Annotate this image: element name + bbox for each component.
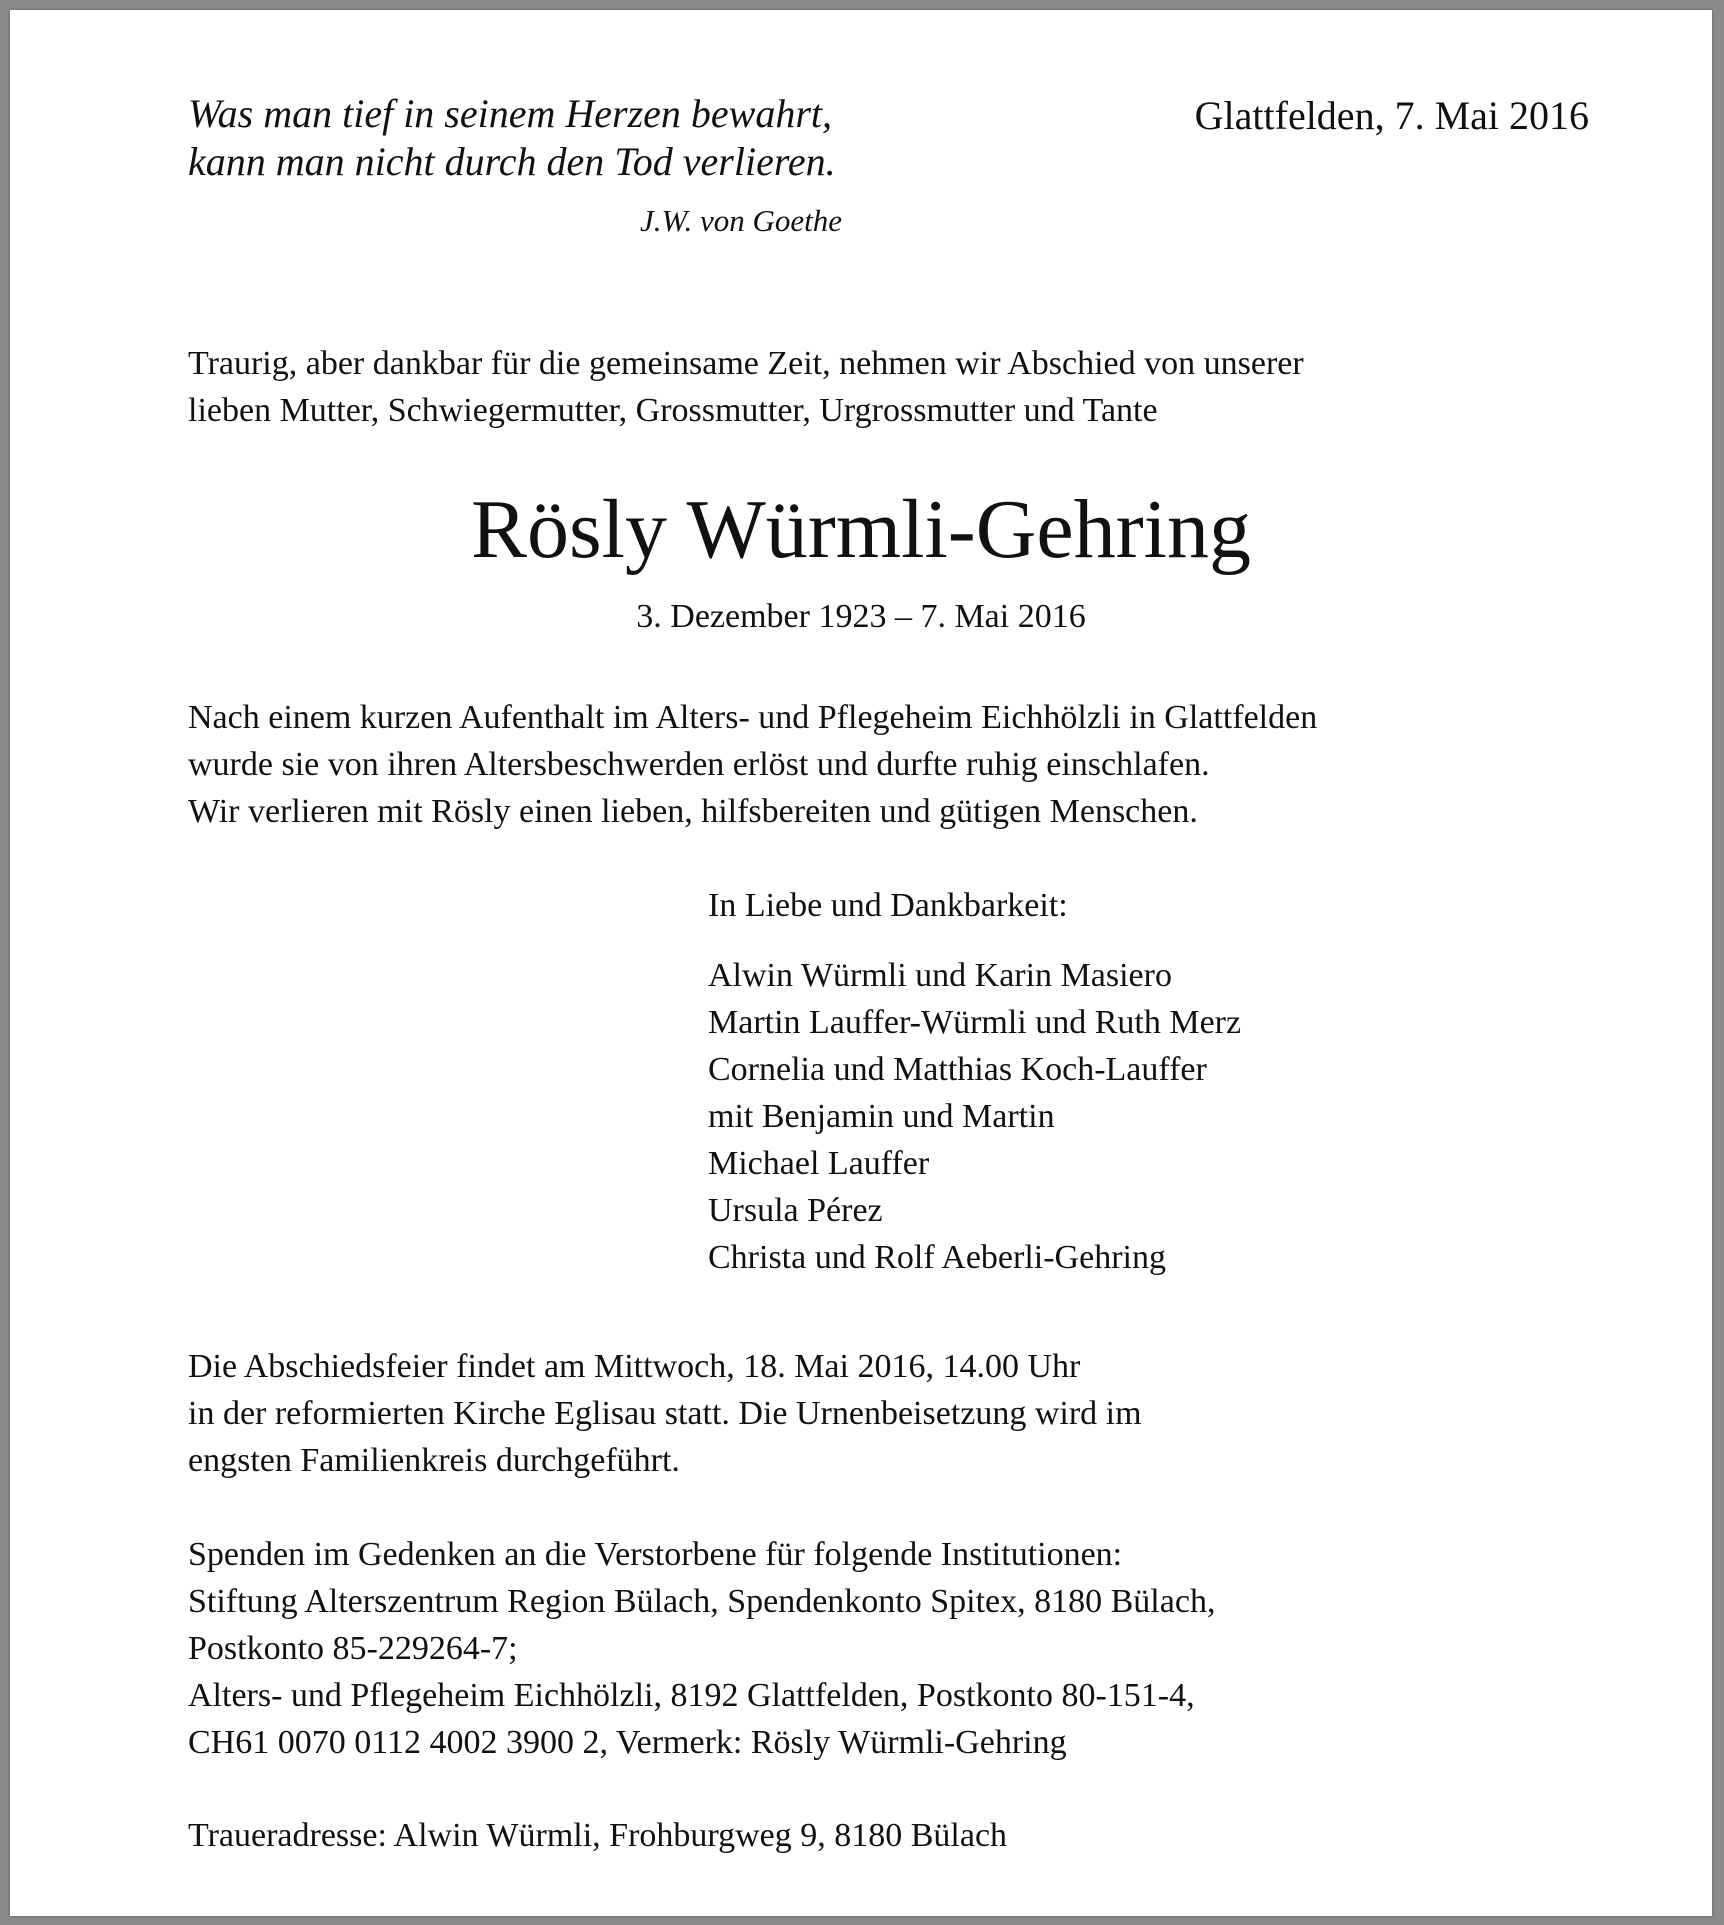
ceremony-line: Die Abschiedsfeier findet am Mittwoch, 18. Mai 2016, 14.00 Uhr [188, 1348, 1081, 1385]
family-member: mit Benjamin und Martin [708, 1098, 1055, 1135]
donations-line: Spenden im Gedenken an die Verstorbene für folgende Institutionen: [188, 1536, 1123, 1573]
deceased-name: Rösly Würmli-Gehring [470, 483, 1252, 576]
intro-line: Traurig, aber dankbar für die gemeinsame Zeit, nehmen wir Abschied von unserer [188, 345, 1304, 382]
passage-line: Nach einem kurzen Aufenthalt im Alters- und Pflegeheim Eichhölzli in Glattfelden [188, 699, 1318, 736]
ceremony-line: engsten Familienkreis durchgeführt. [188, 1442, 680, 1479]
ceremony-text [188, 1343, 1142, 1484]
family-member: Michael Lauffer [708, 1145, 930, 1182]
place-date: Glattfelden, 7. Mai 2016 [1194, 93, 1589, 138]
quote-line: kann man nicht durch den Tod verlieren. [188, 139, 836, 184]
intro-text [188, 340, 1304, 434]
donations-text [188, 1531, 1215, 1766]
family-member: Alwin Würmli und Karin Masiero [708, 957, 1172, 994]
donations-line: Postkonto 85-229264-7; [188, 1630, 518, 1667]
family-list [708, 952, 1241, 1281]
family-heading: In Liebe und Dankbarkeit: [708, 887, 1068, 924]
passage-text [188, 694, 1317, 835]
family-member: Ursula Pérez [708, 1192, 883, 1229]
donations-line: CH61 0070 0112 4002 3900 2, Vermerk: Rösly Würmli-Gehring [188, 1724, 1067, 1761]
ceremony-line: in der reformierten Kirche Eglisau statt. Die Urnenbeisetzung wird im [188, 1395, 1142, 1432]
lifespan-dates: 3. Dezember 1923 – 7. Mai 2016 [636, 598, 1086, 635]
obituary-sheet [10, 10, 1712, 1916]
passage-line: Wir verlieren mit Rösly einen lieben, hilfsbereiten und gütigen Menschen. [188, 793, 1198, 830]
passage-line: wurde sie von ihren Altersbeschwerden erlöst und durfte ruhig einschlafen. [188, 746, 1210, 783]
family-member: Cornelia und Matthias Koch-Lauffer [708, 1051, 1207, 1088]
family-member: Martin Lauffer-Würmli und Ruth Merz [708, 1004, 1242, 1041]
mourning-address: Traueradresse: Alwin Würmli, Frohburgweg 9, 8180 Bülach [188, 1817, 1008, 1854]
donations-line: Alters- und Pflegeheim Eichhölzli, 8192 Glattfelden, Postkonto 80-151-4, [188, 1677, 1195, 1714]
quote-line: Was man tief in seinem Herzen bewahrt, [188, 91, 833, 136]
donations-line: Stiftung Alterszentrum Region Bülach, Spendenkonto Spitex, 8180 Bülach, [188, 1583, 1216, 1620]
family-member: Christa und Rolf Aeberli-Gehring [708, 1239, 1166, 1276]
intro-line: lieben Mutter, Schwiegermutter, Grossmutter, Urgrossmutter und Tante [188, 392, 1158, 429]
quote-author: J.W. von Goethe [640, 203, 843, 238]
quote [188, 90, 836, 186]
